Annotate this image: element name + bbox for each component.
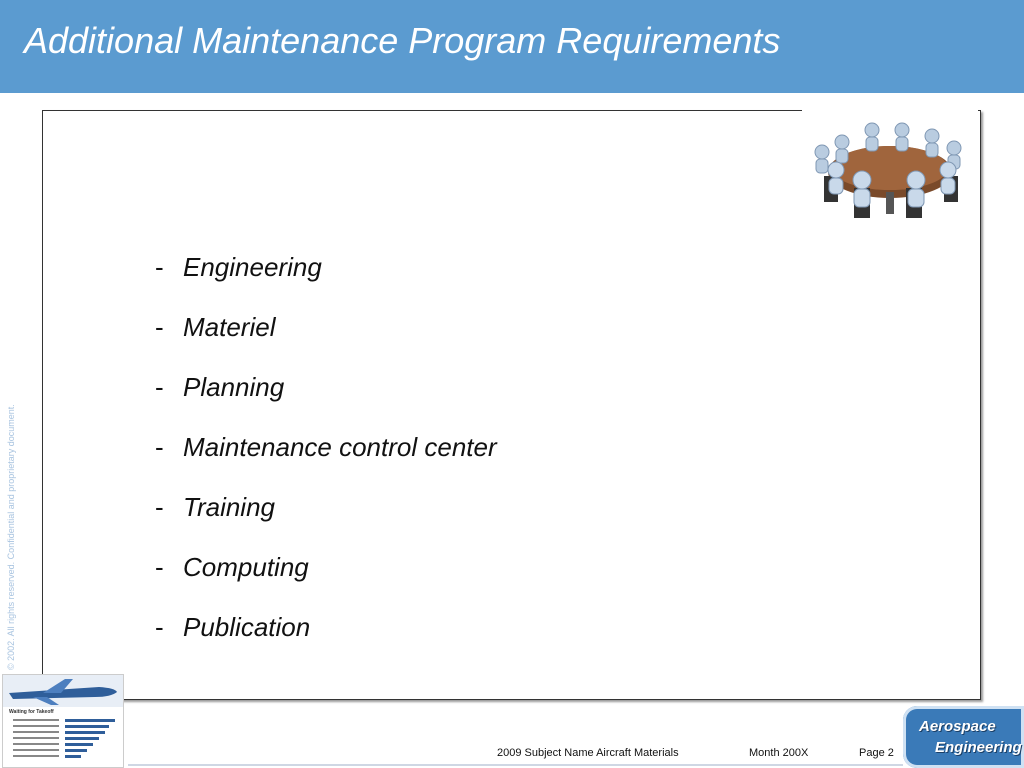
bullet-label: Engineering — [183, 252, 322, 282]
bullet-marker: - — [155, 612, 164, 642]
slide-title: Additional Maintenance Program Requirements — [24, 20, 781, 61]
copyright-notice: © 2002. All rights reserved. Confidential and proprietary document. — [6, 404, 16, 670]
bullet-marker: - — [155, 432, 164, 462]
footer-subject: 2009 Subject Name Aircraft Materials — [497, 747, 679, 759]
bullet-item — [155, 312, 497, 372]
meeting-table-image — [802, 104, 978, 236]
title-bar — [0, 0, 1024, 93]
bullet-label: Planning — [183, 372, 285, 402]
bullet-item — [155, 612, 497, 672]
bullet-item — [155, 492, 497, 552]
bullet-marker: - — [155, 372, 164, 402]
bullet-item — [155, 252, 497, 312]
footer-date: Month 200X — [749, 747, 809, 759]
bullet-marker: - — [155, 252, 164, 282]
thumbnail-title: Waiting for Takeoff — [9, 709, 54, 715]
thumbnail-image — [2, 674, 124, 768]
airplane-thumbnail — [3, 675, 123, 767]
logo-line-2: Engineering — [935, 739, 1022, 756]
bullet-item — [155, 432, 497, 492]
bullet-item — [155, 552, 497, 612]
table-leg — [886, 192, 894, 214]
aerospace-engineering-logo — [903, 706, 1024, 768]
bullet-list — [155, 252, 497, 672]
footer-page-number: Page 2 — [859, 747, 894, 759]
bullet-marker: - — [155, 492, 164, 522]
bullet-label: Materiel — [183, 312, 276, 342]
bullet-item — [155, 372, 497, 432]
bullet-label: Computing — [183, 552, 309, 582]
bullet-label: Training — [183, 492, 276, 522]
bullet-marker: - — [155, 312, 164, 342]
bullet-label: Maintenance control center — [183, 432, 497, 462]
logo-line-1: Aerospace — [919, 718, 996, 735]
bullet-marker: - — [155, 552, 164, 582]
footer-rule — [128, 764, 903, 766]
bullet-label: Publication — [183, 612, 311, 642]
